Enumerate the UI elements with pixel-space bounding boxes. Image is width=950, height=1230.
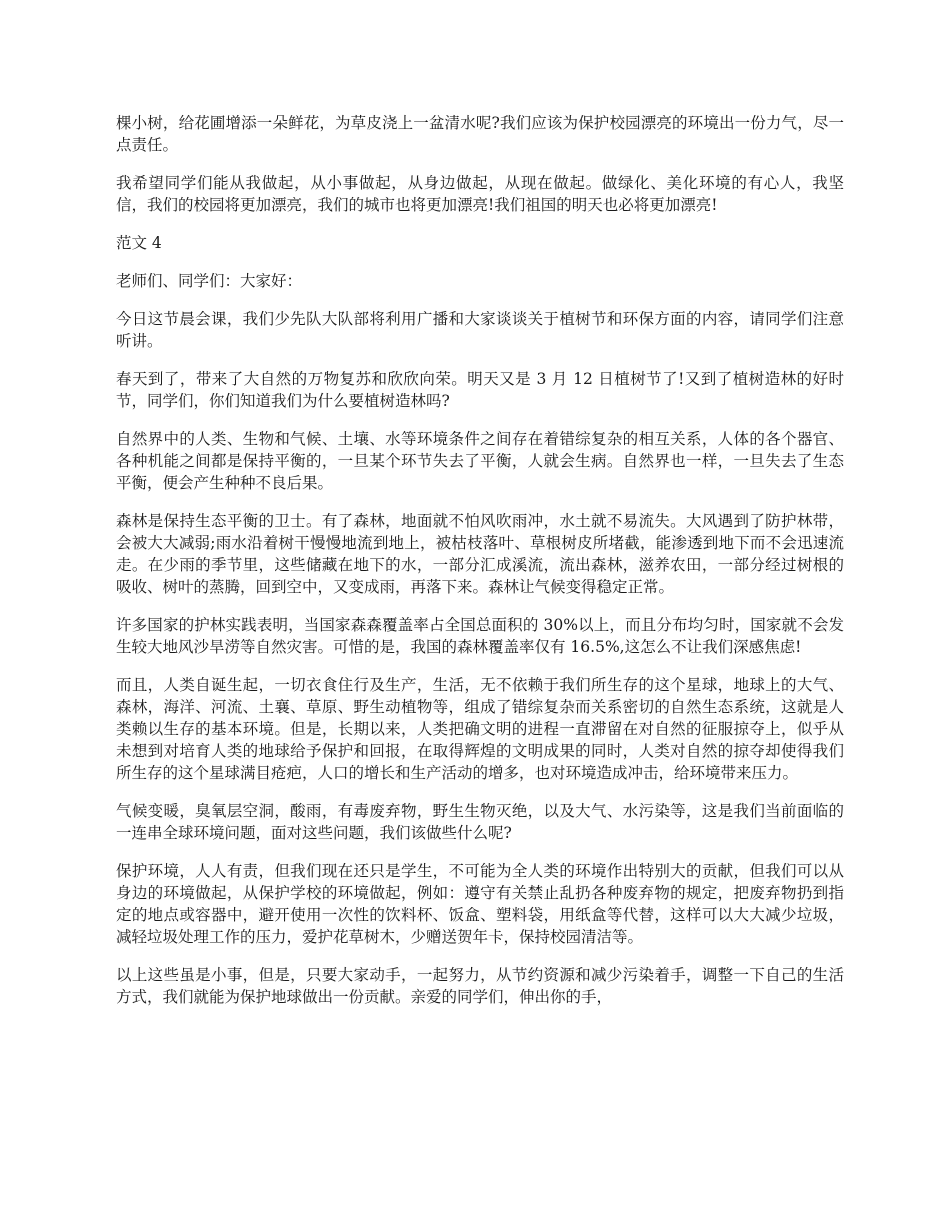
document-page xyxy=(116,112,844,1008)
paragraph-greeting: 老师们、同学们：大家好： xyxy=(116,272,303,290)
paragraph-intro: 今日这节晨会课，我们少先队大队部将利用广播和大家谈谈关于植树节和环保方面的内容，请同学们注意听讲。 xyxy=(116,310,844,350)
paragraph-protect-environment: 保护环境，人人有责，但我们现在还只是学生，不可能为全人类的环境作出特别大的贡献，但我们可以从身边的环境做起，从保护学校的环境做起，例如：遵守有关禁止乱扔各种废弃物的规定，把废弃物扔到指定的地点或容器中，避开使用一次性的饮料杯、饭盒、塑料袋，用纸盒等代替，这样可以大大减少垃圾，减轻垃圾处理工作的压力，爱护花草树木，少赠送贺年卡，保持校园清洁等。 xyxy=(116,862,844,946)
paragraph-hope: 我希望同学们能从我做起，从小事做起，从身边做起，从现在做起。做绿化、美化环境的有心人，我坚信，我们的校园将更加漂亮，我们的城市也将更加漂亮!我们祖国的明天也必将更加漂亮! xyxy=(116,174,844,214)
paragraph-nature-balance: 自然界中的人类、生物和气候、土壤、水等环境条件之间存在着错综复杂的相互关系，人体的各个器官、各种机能之间都是保持平衡的，一旦某个环节失去了平衡，人就会生病。自然界也一样，一旦失去了生态平衡，便会产生种种不良后果。 xyxy=(116,430,844,492)
paragraph-human-environment: 而且，人类自诞生起，一切衣食住行及生产，生活，无不依赖于我们所生存的这个星球，地球上的大气、森林，海洋、河流、土襄、草原、野生动植物等，组成了错综复杂而关系密切的自然生态系统，这就是人类赖以生存的基本环境。但是，长期以来，人类把确文明的进程一直滞留在对自然的征服掠夺上，似乎从未想到对培育人类的地球给予保护和回报，在取得辉煌的文明成果的同时，人类对自然的掠夺却使得我们所生存的这个星球满目疮疤，人口的增长和生产活动的增多，也对环境造成冲击，给环境带来压力。 xyxy=(116,676,844,782)
paragraph-forest-guardian: 森林是保持生态平衡的卫士。有了森林，地面就不怕风吹雨冲，水土就不易流失。大风遇到了防护林带，会被大大减弱;雨水沿着树干慢慢地流到地上，被枯枝落叶、草根树皮所堵截，能渗透到地下而不会迅速流走。在少雨的季节里，这些储藏在地下的水，一部分汇成溪流，流出森林，滋养农田，一部分经过树根的吸收、树叶的蒸腾，回到空中，又变成雨，再落下来。森林让气候变得稳定正常。 xyxy=(116,512,844,596)
section-heading-sample-4: 范文 4 xyxy=(116,234,162,252)
paragraph-spring: 春天到了，带来了大自然的万物复苏和欣欣向荣。明天又是 3 月 12 日植树节了!又到了植树造林的好时节，同学们，你们知道我们为什么要植树造林吗? xyxy=(116,370,844,410)
paragraph-global-problems: 气候变暖，臭氧层空洞，酸雨，有毒废弃物，野生生物灭绝，以及大气、水污染等，这是我们当前面临的一连串全球环境问题，面对这些问题，我们该做些什么呢? xyxy=(116,802,844,842)
paragraph-continuation: 棵小树，给花圃增添一朵鲜花，为草皮浇上一盆清水呢?我们应该为保护校园漂亮的环境出一份力气，尽一点责任。 xyxy=(116,114,844,154)
paragraph-forest-coverage: 许多国家的护林实践表明，当国家森森覆盖率占全国总面积的 30%以上，而且分布均匀时，国家就不会发生较大地风沙旱涝等自然灾害。可惜的是，我国的森林覆盖率仅有 16.5%,这怎么不让我们深感焦虑! xyxy=(116,616,844,656)
paragraph-closing: 以上这些虽是小事，但是，只要大家动手，一起努力，从节约资源和减少污染着手，调整一下自己的生活方式，我们就能为保护地球做出一份贡献。亲爱的同学们，伸出你的手， xyxy=(116,966,844,1006)
